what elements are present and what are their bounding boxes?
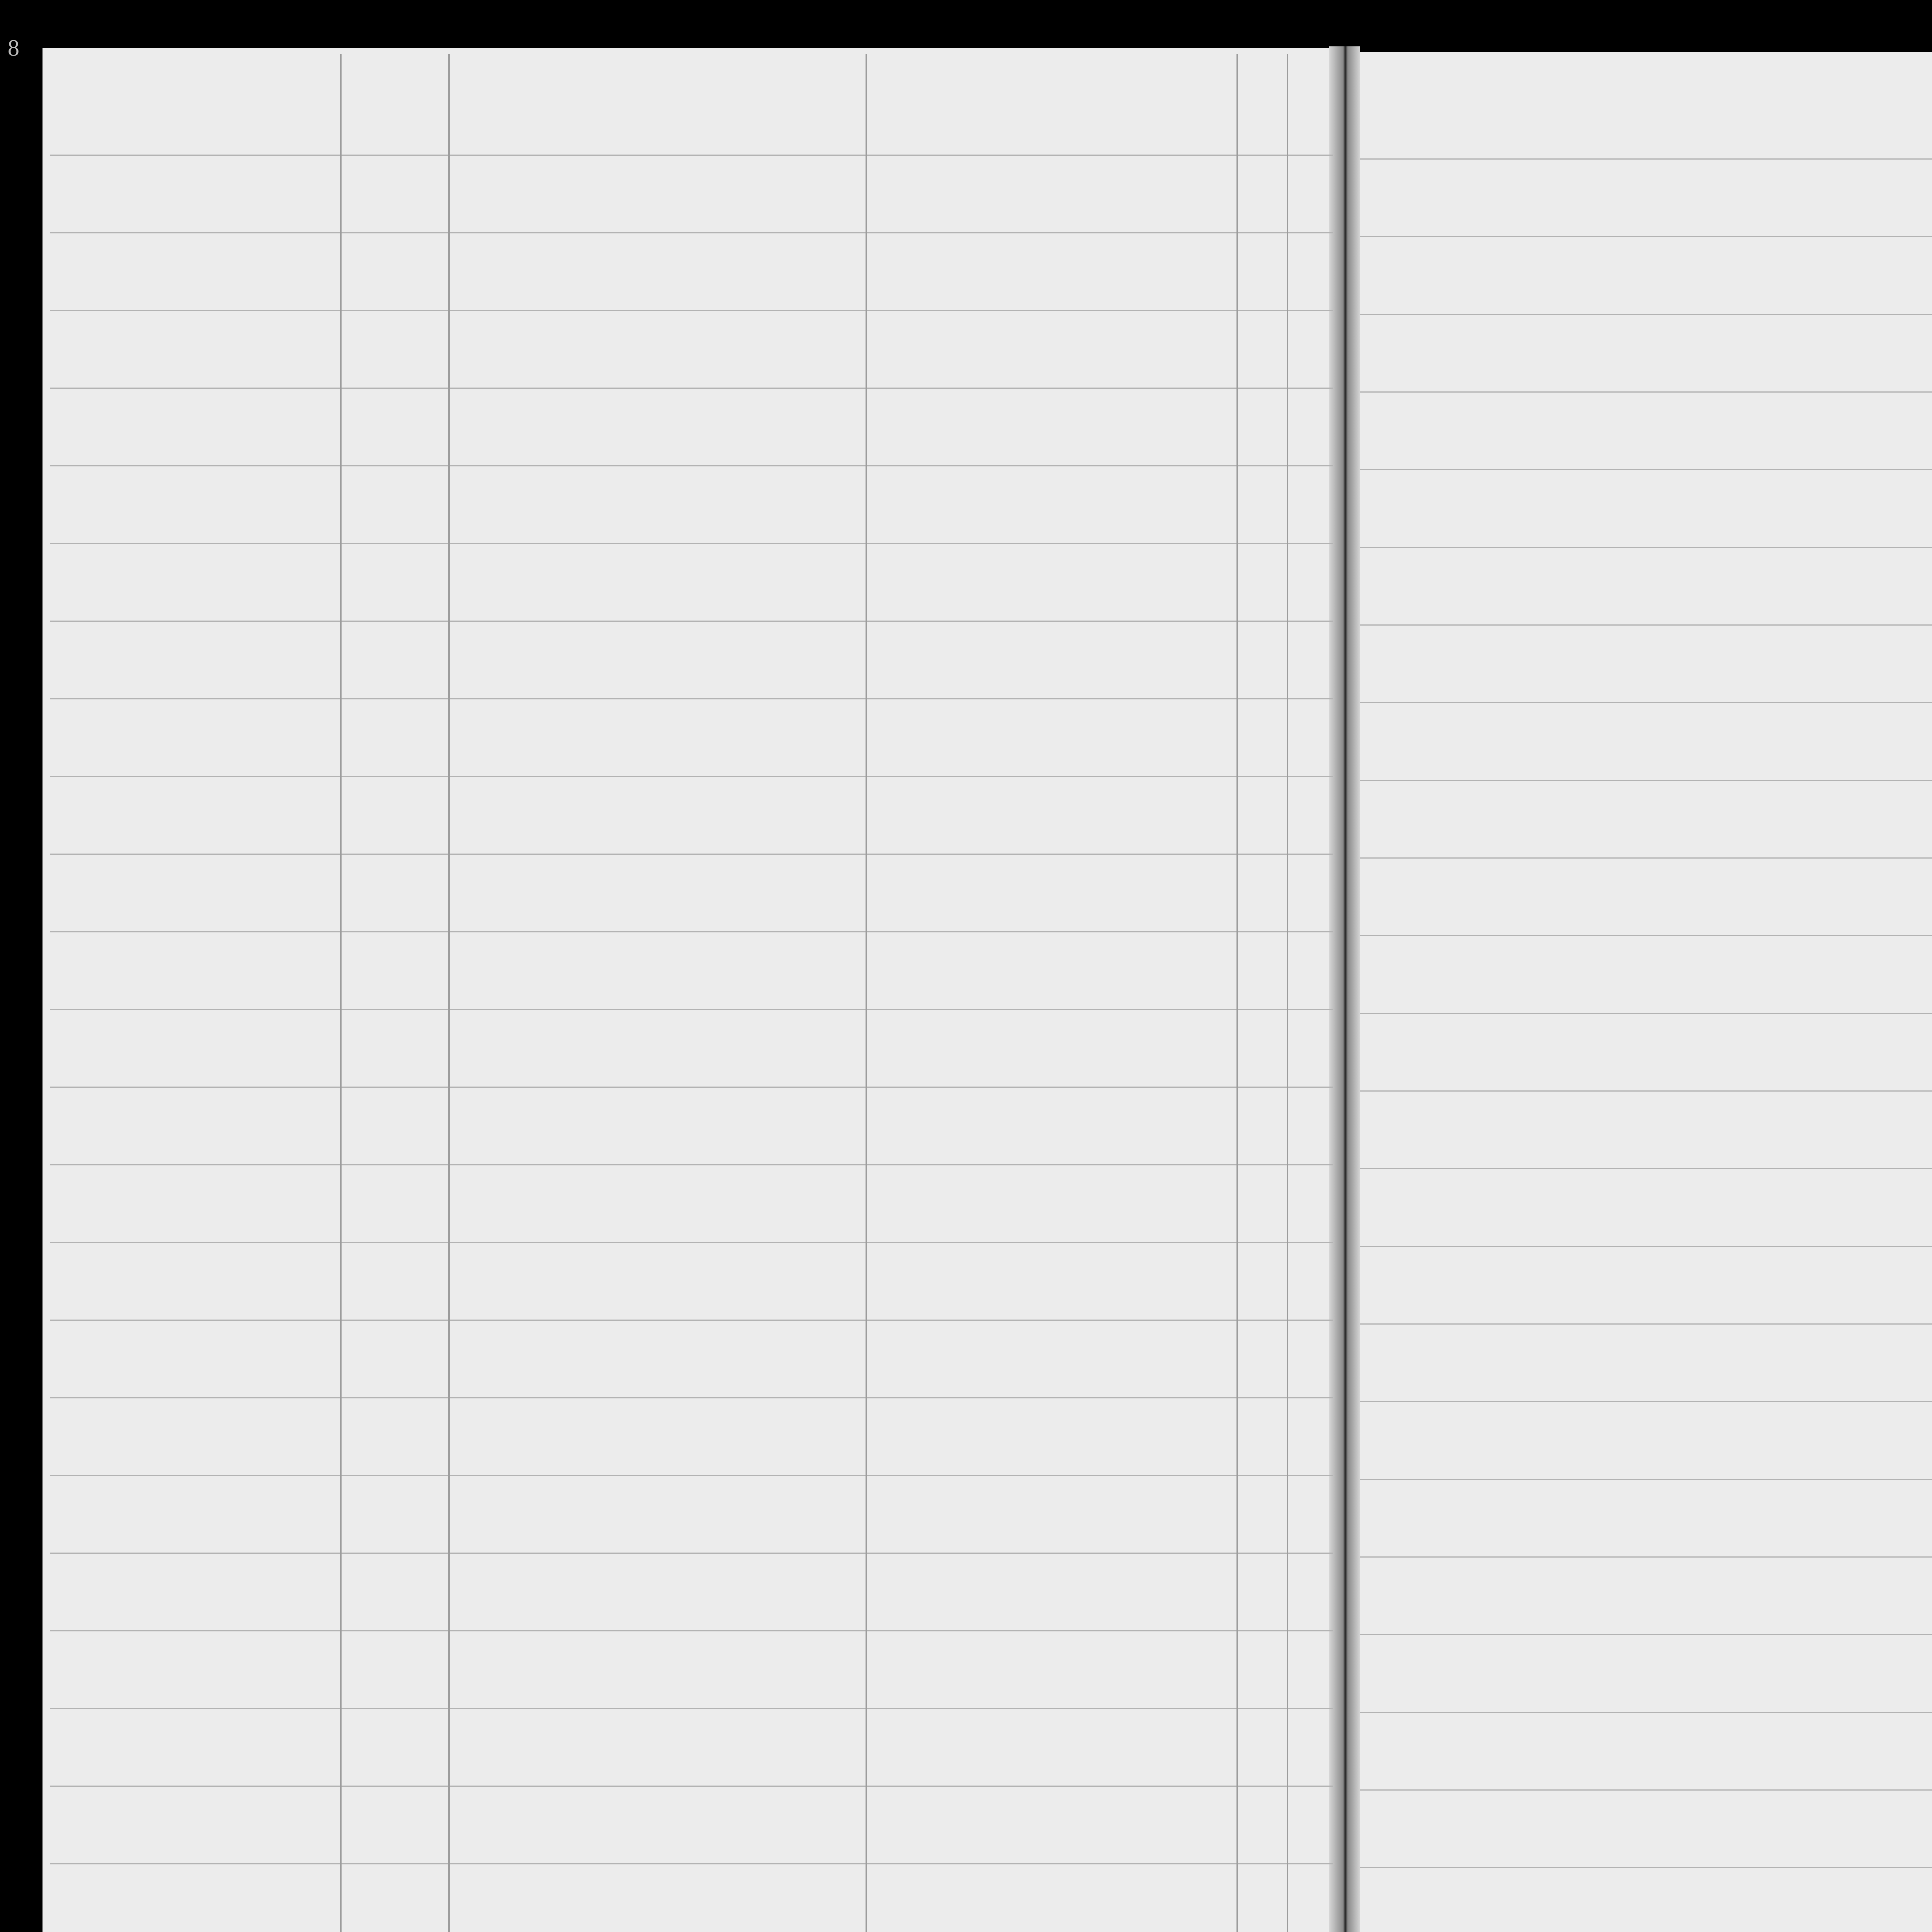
ruled-line: [1360, 1634, 1932, 1635]
ruled-line: [1360, 1246, 1932, 1247]
ruled-line: [50, 698, 1333, 699]
ruled-line: [50, 1553, 1333, 1554]
ruled-line: [50, 310, 1333, 311]
ruled-line: [1360, 780, 1932, 781]
left-ledger-page: [43, 48, 1345, 1932]
ruled-line: [50, 1009, 1333, 1010]
ruled-line: [50, 155, 1333, 156]
ruled-line: [50, 776, 1333, 777]
column-rule: [866, 54, 867, 1932]
ruled-line: [1360, 1712, 1932, 1713]
ruled-line: [1360, 1168, 1932, 1169]
column-rule: [448, 54, 450, 1932]
ruled-line: [1360, 158, 1932, 160]
ruled-line: [1360, 391, 1932, 393]
page-mark: 8: [8, 35, 19, 61]
ruled-line: [50, 1630, 1333, 1631]
ruled-line: [1360, 1556, 1932, 1558]
ruled-line: [1360, 314, 1932, 315]
ruled-line: [1360, 1401, 1932, 1402]
ruled-line: [50, 543, 1333, 544]
ruled-line: [50, 931, 1333, 932]
column-rule: [1236, 54, 1238, 1932]
ruled-line: [50, 1475, 1333, 1476]
ruled-line: [50, 1242, 1333, 1243]
ruled-line: [1360, 935, 1932, 936]
ruled-line: [50, 1708, 1333, 1709]
ruled-line: [50, 1397, 1333, 1398]
ruled-line: [50, 388, 1333, 389]
ruled-line: [50, 1164, 1333, 1165]
ruled-line: [50, 1863, 1333, 1864]
ruled-line: [1360, 1867, 1932, 1868]
ruled-line: [50, 1087, 1333, 1088]
ruled-line: [1360, 624, 1932, 626]
ruled-line: [50, 465, 1333, 466]
ruled-line: [1360, 469, 1932, 470]
ruled-line: [1360, 1479, 1932, 1480]
column-rule: [1287, 54, 1288, 1932]
ruled-line: [50, 621, 1333, 622]
ruled-line: [50, 854, 1333, 855]
ruled-line: [1360, 1090, 1932, 1092]
ruled-line: [50, 1320, 1333, 1321]
ruled-line: [50, 1786, 1333, 1787]
ruled-line: [1360, 1013, 1932, 1014]
column-rule: [340, 54, 342, 1932]
ruled-line: [1360, 702, 1932, 703]
ruled-line: [50, 232, 1333, 233]
ruled-line: [1360, 857, 1932, 859]
right-ledger-page: [1352, 52, 1932, 1932]
ruled-line: [1360, 1323, 1932, 1325]
book-spine: [1329, 46, 1360, 1932]
ruled-line: [1360, 236, 1932, 237]
ruled-line: [1360, 547, 1932, 548]
ruled-line: [1360, 1789, 1932, 1791]
